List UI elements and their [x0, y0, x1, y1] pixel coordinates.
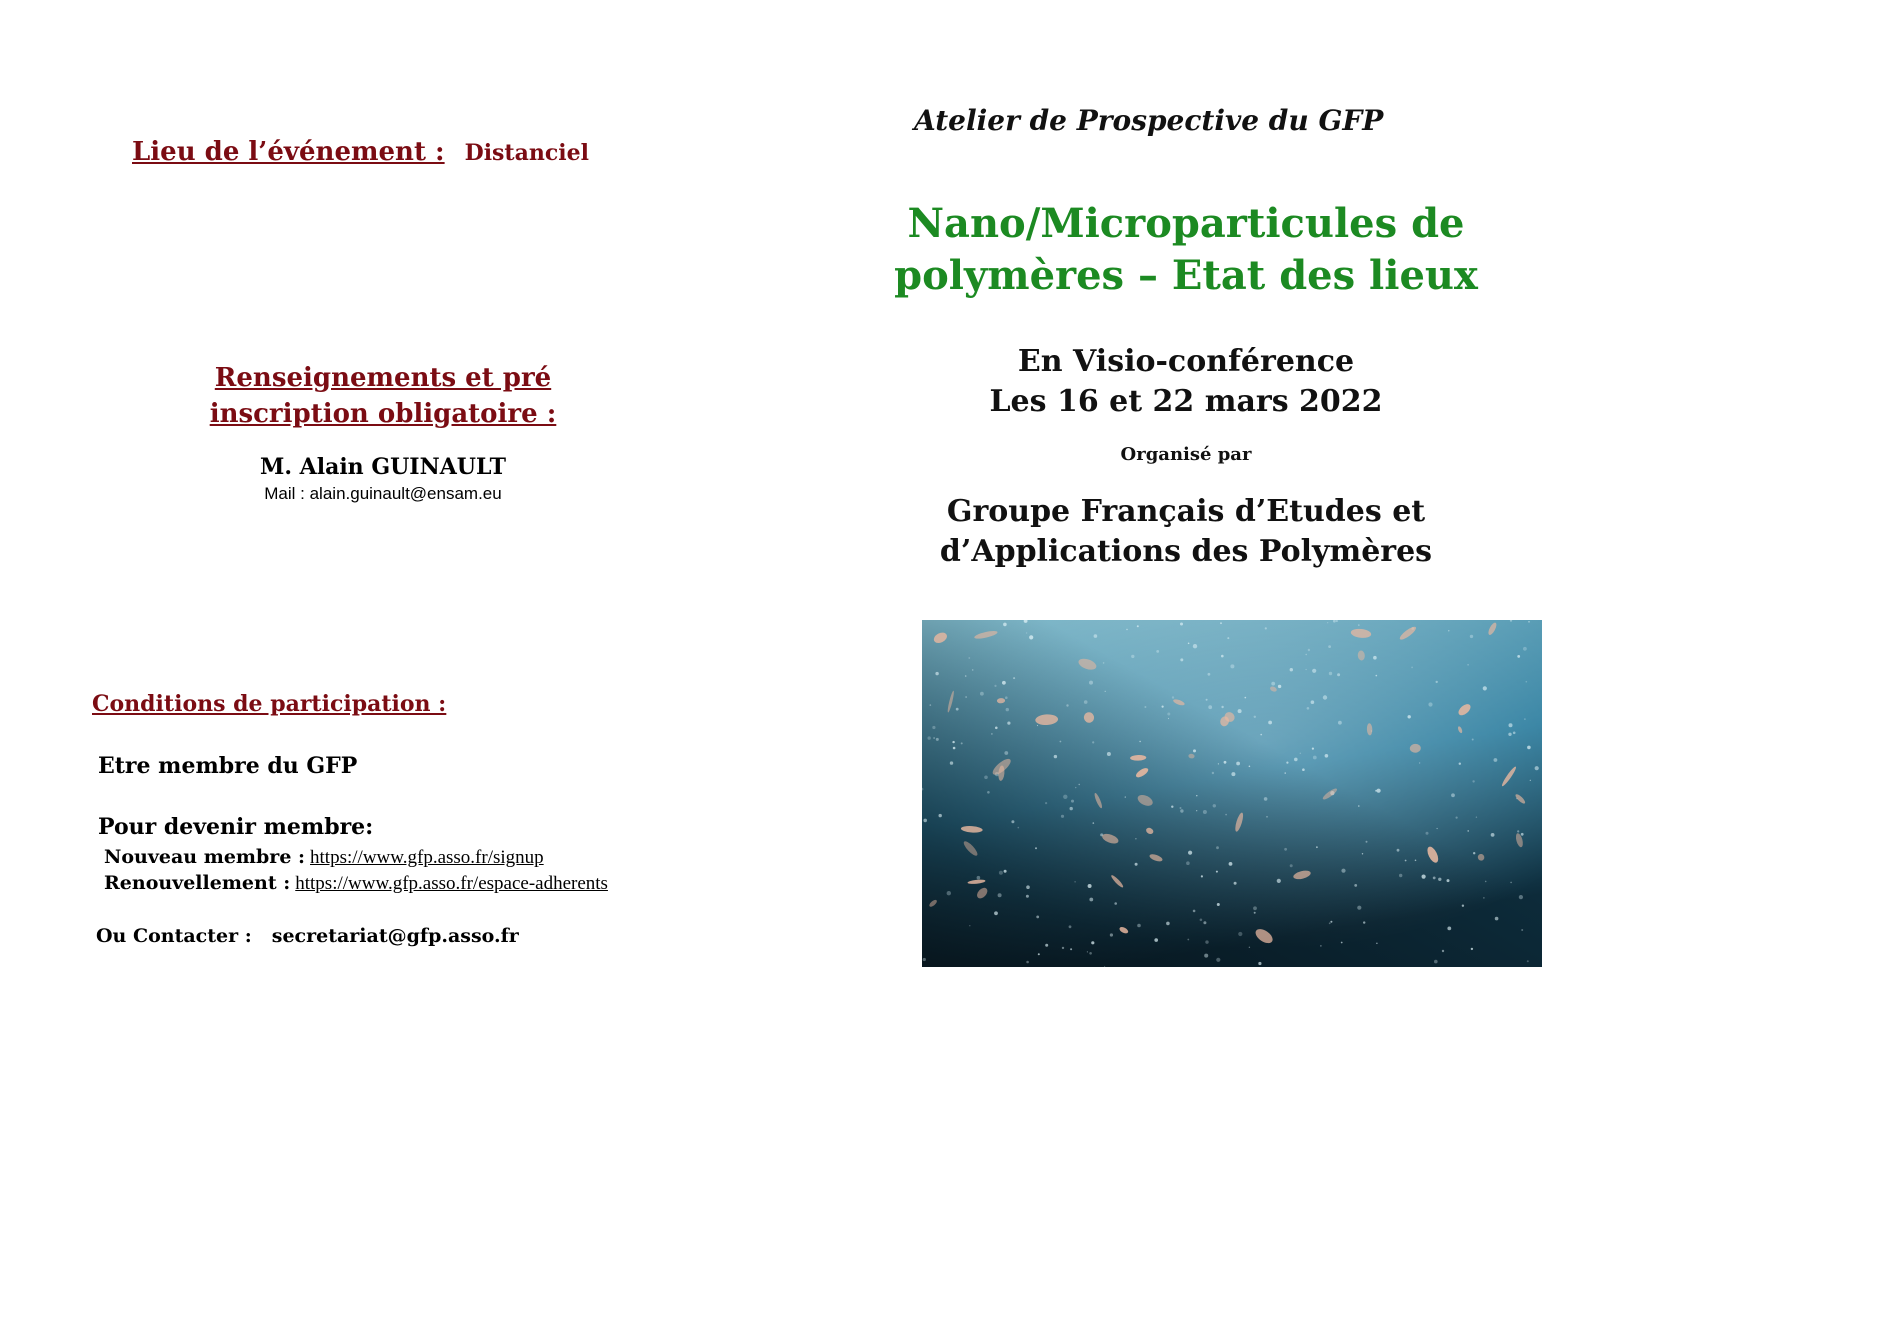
speck — [1341, 869, 1345, 873]
registration-heading: Renseignements et pré inscription obligatoire : — [209, 363, 557, 429]
speck — [953, 747, 956, 750]
speck — [1074, 881, 1076, 883]
speck — [1426, 832, 1429, 835]
speck — [1313, 756, 1317, 760]
speck — [1236, 762, 1240, 766]
new-member-row — [104, 846, 544, 869]
speck — [1208, 673, 1211, 676]
speck — [1358, 805, 1360, 807]
speck — [1312, 669, 1316, 673]
conditions-heading: Conditions de participation : — [92, 691, 447, 717]
speck — [956, 708, 959, 711]
microparticles-illustration — [922, 620, 1542, 967]
speck — [1509, 723, 1513, 727]
speck — [1070, 948, 1072, 950]
speck — [1467, 664, 1469, 666]
speck — [1483, 897, 1484, 898]
speck — [1135, 838, 1136, 839]
speck — [1422, 875, 1426, 879]
speck — [1088, 884, 1092, 888]
speck — [1089, 898, 1093, 902]
speck — [1221, 706, 1223, 708]
speck — [1399, 874, 1402, 877]
speck — [1354, 884, 1357, 887]
speck — [1216, 958, 1220, 962]
speck — [1220, 622, 1222, 624]
membership-requirement: Etre membre du GFP — [98, 753, 358, 779]
speck — [1221, 655, 1224, 658]
speck — [1126, 629, 1127, 630]
speck — [1131, 655, 1134, 658]
speck — [1472, 780, 1474, 782]
speck — [1193, 749, 1196, 752]
speck — [1188, 643, 1190, 645]
speck — [969, 925, 970, 926]
speck — [1166, 922, 1170, 926]
speck — [1011, 820, 1014, 823]
speck — [1294, 758, 1298, 762]
speck — [1491, 833, 1495, 837]
speck — [1249, 766, 1251, 768]
speck — [1026, 885, 1030, 889]
speck — [935, 672, 938, 675]
speck — [1510, 882, 1512, 884]
speck — [1205, 940, 1208, 943]
speck — [1527, 960, 1529, 962]
speck — [1216, 846, 1219, 849]
speck — [1467, 830, 1469, 832]
speck — [1328, 645, 1331, 648]
speck — [928, 736, 931, 739]
speck — [1204, 954, 1208, 958]
speck — [1089, 681, 1093, 685]
speck — [999, 871, 1003, 875]
speck — [1438, 878, 1441, 881]
speck — [1026, 961, 1029, 964]
speck — [1168, 718, 1169, 719]
speck — [991, 733, 993, 735]
speck — [1167, 713, 1170, 716]
speck — [1254, 716, 1256, 718]
speck — [1103, 662, 1105, 664]
speck — [923, 819, 927, 823]
speck — [1306, 654, 1307, 655]
speck — [1258, 962, 1261, 965]
speck — [1180, 658, 1183, 661]
speck — [1508, 733, 1511, 736]
speck — [1363, 921, 1365, 923]
speck — [1483, 686, 1487, 690]
speck — [1316, 846, 1318, 848]
speck — [1061, 815, 1064, 818]
speck — [1045, 944, 1048, 947]
speck — [1075, 787, 1076, 788]
speck — [1200, 919, 1203, 922]
new-member-label: Nouveau membre : — [104, 846, 306, 868]
speck — [1523, 647, 1527, 651]
renewal-link[interactable]: https://www.gfp.asso.fr/espace-adherents — [295, 873, 608, 894]
speck — [1307, 707, 1310, 710]
speck — [1462, 905, 1464, 907]
speck — [1456, 817, 1458, 819]
speck — [1268, 721, 1272, 725]
speck — [1062, 947, 1064, 949]
speck — [1180, 809, 1183, 812]
speck — [1308, 649, 1310, 651]
speck — [1084, 700, 1088, 704]
speck — [968, 657, 970, 659]
speck — [1216, 871, 1218, 873]
become-member-heading: Pour devenir membre: — [98, 814, 374, 840]
speck — [984, 776, 988, 780]
speck — [1071, 800, 1074, 803]
speck — [965, 675, 967, 677]
speck — [1434, 960, 1438, 964]
speck — [1329, 922, 1331, 924]
speck — [1306, 669, 1307, 670]
speck — [1105, 691, 1106, 692]
speck — [1091, 941, 1094, 944]
speck — [1003, 623, 1007, 627]
speck — [947, 891, 951, 895]
speck — [1217, 903, 1220, 906]
new-member-link[interactable]: https://www.gfp.asso.fr/signup — [310, 847, 544, 868]
speck — [1329, 672, 1332, 675]
speck — [1341, 942, 1343, 944]
speck — [1527, 746, 1531, 750]
speck — [1338, 721, 1342, 725]
speck — [977, 876, 981, 880]
speck — [1162, 706, 1164, 708]
speck — [1079, 784, 1080, 785]
speck — [1337, 673, 1340, 676]
speck — [1203, 810, 1207, 814]
contact-row — [96, 925, 519, 947]
speck — [1224, 761, 1227, 764]
speck — [936, 738, 939, 741]
speck — [1137, 924, 1141, 928]
speck — [1230, 664, 1234, 668]
speck — [1172, 696, 1174, 698]
speck — [1327, 622, 1328, 623]
speck — [1203, 921, 1206, 924]
event-location-value: Distanciel — [464, 140, 589, 166]
speck — [1397, 849, 1400, 852]
speck — [1002, 681, 1006, 685]
speck — [1066, 704, 1068, 706]
organizer-name: Groupe Français d’Etudes et d’Applications des Polymères — [939, 494, 1433, 569]
speck — [1006, 708, 1009, 711]
speck — [1026, 895, 1029, 898]
speck — [1485, 881, 1487, 883]
speck — [1045, 802, 1047, 804]
speck — [1471, 948, 1473, 950]
speck — [1196, 795, 1197, 796]
speck — [1092, 741, 1094, 743]
workshop-label: Atelier de Prospective du GFP — [914, 104, 1384, 137]
speck — [1437, 828, 1438, 829]
speck — [1234, 882, 1237, 885]
speck — [1213, 804, 1216, 807]
speck — [1093, 822, 1095, 824]
speck — [1325, 754, 1329, 758]
speck — [1473, 852, 1475, 854]
speck — [961, 742, 963, 744]
speck — [1366, 841, 1368, 843]
speck — [1007, 722, 1010, 725]
speck — [1094, 634, 1098, 638]
speck — [1137, 625, 1139, 627]
speck — [1264, 797, 1268, 801]
speck — [1265, 627, 1267, 629]
speck — [1249, 947, 1250, 948]
speck — [1290, 864, 1293, 867]
speck — [1004, 870, 1007, 873]
speck — [1312, 748, 1314, 750]
speck — [1227, 637, 1229, 639]
speck — [1513, 732, 1516, 735]
speck — [1013, 677, 1015, 679]
contact-email: secretariat@gfp.asso.fr — [271, 925, 519, 947]
speck — [923, 958, 926, 961]
speck — [1494, 758, 1498, 762]
speck — [930, 704, 932, 706]
speck — [1323, 695, 1327, 699]
event-title: Nano/Microparticules de polymères – Etat des lieux — [894, 200, 1478, 299]
speck — [1229, 862, 1233, 866]
speck — [1447, 879, 1450, 882]
speck — [1336, 620, 1338, 622]
speck — [1373, 656, 1377, 660]
speck — [1472, 739, 1474, 741]
speck — [1330, 921, 1332, 923]
speck — [1285, 772, 1286, 773]
speck — [1212, 772, 1214, 774]
event-dates: Les 16 et 22 mars 2022 — [989, 384, 1383, 419]
speck — [1201, 875, 1203, 877]
speck — [1358, 624, 1360, 626]
speck — [1521, 929, 1523, 931]
speck — [1428, 702, 1432, 706]
speck — [1018, 827, 1020, 829]
speck — [1495, 917, 1499, 921]
speck — [1245, 697, 1247, 699]
speck — [994, 911, 998, 915]
speck — [1442, 950, 1444, 952]
speck — [1154, 938, 1158, 942]
speck — [1419, 762, 1420, 763]
speck — [1107, 752, 1111, 756]
speck — [1110, 933, 1113, 936]
speck — [1535, 766, 1539, 770]
event-format: En Visio-conférence — [1017, 344, 1355, 379]
speck — [1208, 705, 1212, 709]
speck — [1238, 932, 1242, 936]
speck — [1060, 741, 1062, 743]
speck — [1521, 833, 1524, 836]
speck — [1451, 793, 1455, 797]
speck — [1144, 706, 1146, 708]
event-format-dates — [880, 342, 1492, 422]
speck — [1070, 807, 1073, 810]
organized-by-label: Organisé par — [1120, 444, 1252, 465]
speck — [950, 761, 953, 764]
speck — [1362, 853, 1363, 854]
speck — [1187, 939, 1189, 941]
speck — [1193, 910, 1196, 913]
speck — [1376, 675, 1378, 677]
speck — [1038, 953, 1040, 955]
speck — [987, 791, 990, 794]
speck — [1470, 635, 1473, 638]
speck — [933, 737, 935, 739]
microparticles-photo — [922, 620, 1542, 967]
speck — [1035, 847, 1037, 849]
speck — [1448, 630, 1449, 631]
speck — [1302, 768, 1305, 771]
speck — [1376, 943, 1377, 944]
speck — [1005, 696, 1008, 699]
speck — [1411, 667, 1413, 669]
speck — [1218, 763, 1219, 764]
speck — [1377, 789, 1381, 793]
speck — [1260, 734, 1262, 736]
speck — [1278, 685, 1281, 688]
speck — [1171, 806, 1173, 808]
speck — [1069, 925, 1072, 928]
speck — [965, 696, 967, 698]
speck — [1029, 635, 1033, 639]
speck — [1231, 772, 1235, 776]
speck — [1517, 830, 1519, 832]
speck — [1447, 927, 1451, 931]
speck — [1254, 912, 1256, 914]
speck — [1054, 755, 1057, 758]
speck — [1528, 621, 1530, 623]
speck — [1188, 851, 1192, 855]
speck — [1253, 906, 1257, 910]
speck — [1524, 718, 1526, 720]
speck — [1300, 753, 1301, 754]
speck — [1087, 951, 1088, 952]
speck — [1063, 795, 1067, 799]
speck — [1186, 861, 1190, 865]
speck — [1135, 863, 1138, 866]
speck — [980, 692, 984, 696]
speck — [1206, 699, 1208, 701]
speck — [1156, 650, 1159, 653]
speck — [1286, 762, 1288, 764]
speck — [1089, 952, 1092, 955]
speck — [1180, 807, 1182, 809]
speck — [994, 685, 996, 687]
speck — [939, 814, 942, 817]
event-location — [132, 137, 589, 167]
speck — [1290, 668, 1293, 671]
renewal-label: Renouvellement : — [104, 872, 291, 894]
speck — [1196, 810, 1197, 811]
speck — [1266, 816, 1268, 818]
speck — [1139, 741, 1140, 742]
speck — [1004, 751, 1008, 755]
renewal-row — [104, 872, 608, 895]
speck — [1311, 700, 1315, 704]
speck — [1433, 877, 1436, 880]
speck — [1193, 644, 1197, 648]
speck — [1277, 879, 1281, 883]
speck — [1036, 916, 1039, 919]
speck — [1037, 725, 1038, 726]
speck — [1125, 796, 1126, 797]
contact-person-name: M. Alain GUINAULT — [259, 454, 507, 480]
speck — [995, 727, 998, 730]
speck — [932, 726, 935, 729]
speck — [1476, 817, 1477, 818]
speck — [972, 669, 974, 671]
speck — [998, 893, 1002, 897]
speck — [1180, 623, 1183, 626]
contact-person-email: Mail : alain.guinault@ensam.eu — [264, 484, 502, 503]
speck — [1459, 763, 1461, 765]
speck — [1026, 632, 1027, 633]
speck — [1357, 906, 1361, 910]
speck — [1526, 681, 1528, 683]
event-location-label: Lieu de l’événement : — [132, 137, 445, 167]
speck — [1408, 715, 1411, 718]
speck — [1530, 780, 1531, 781]
speck — [1415, 860, 1417, 862]
speck — [1271, 682, 1275, 686]
speck — [952, 741, 954, 743]
speck — [1517, 655, 1520, 658]
speck — [1114, 902, 1117, 905]
speck — [1238, 709, 1242, 713]
speck — [1436, 681, 1438, 683]
speck — [1284, 848, 1287, 851]
speck — [1519, 895, 1523, 899]
contact-label: Ou Contacter : — [96, 925, 252, 947]
speck — [1320, 945, 1321, 946]
speck — [1225, 814, 1227, 816]
speck — [1405, 860, 1407, 862]
